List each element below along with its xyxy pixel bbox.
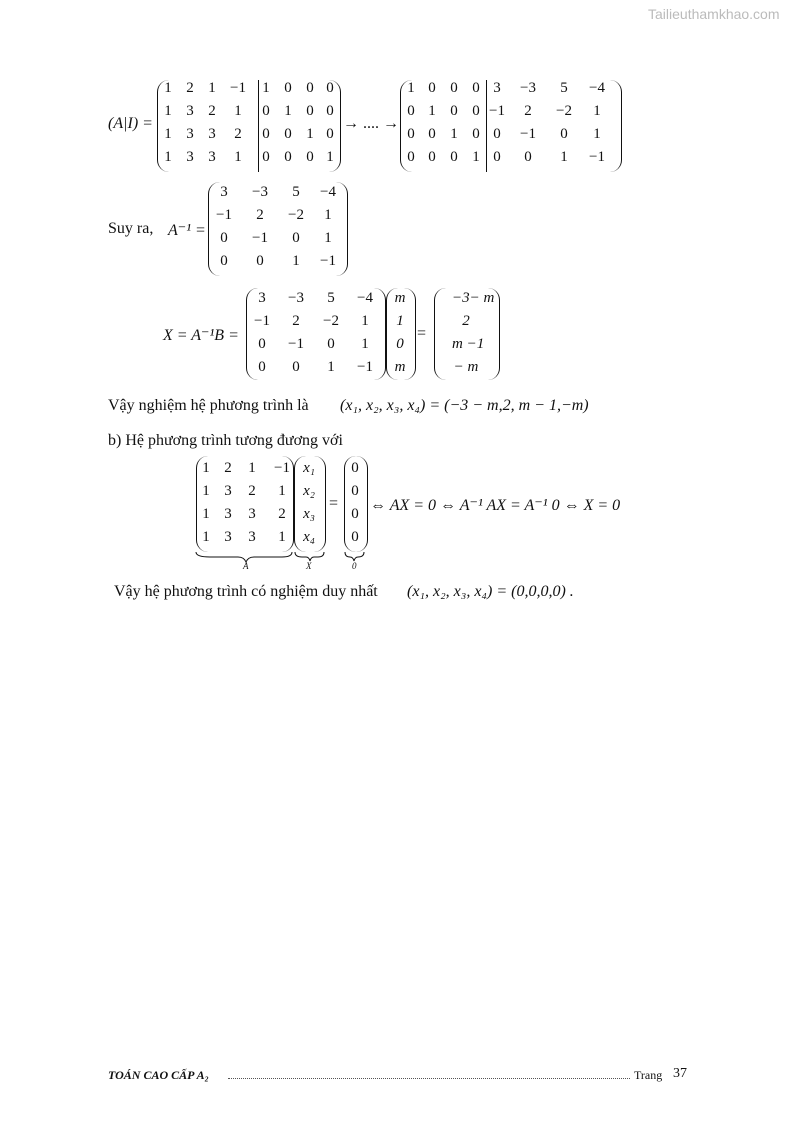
matrix-cell: −1 — [489, 103, 505, 119]
matrix-cell: 1 — [326, 149, 334, 165]
matrix-cell: 1 — [593, 126, 601, 142]
matrix-cell: 2 — [278, 506, 286, 522]
matrix-cell: 0 — [292, 359, 300, 375]
matrix-cell: 0 — [351, 483, 359, 499]
matrix-cell: 0 — [493, 149, 501, 165]
matrix-cell: 5 — [560, 80, 568, 96]
matrix-cell: 0 — [560, 126, 568, 142]
matrix-cell: 0 — [220, 253, 228, 269]
matrix-cell: 3 — [208, 149, 216, 165]
matrix-cell: 2 — [292, 313, 300, 329]
matrix-cell: −2 — [323, 313, 339, 329]
matrix-cell: x₁ — [303, 460, 315, 476]
matrix-cell: 1 — [407, 80, 415, 96]
matrix-cell: 1 — [361, 336, 369, 352]
underbrace-label-X: X — [306, 561, 312, 571]
inverse-intro: Suy ra, — [108, 220, 154, 237]
matrix-cell: −1 — [254, 313, 270, 329]
matrix-cell: 0 — [472, 80, 480, 96]
matrix-cell: 1 — [450, 126, 458, 142]
matrix-cell: 0 — [326, 80, 334, 96]
matrix-cell: −2 — [556, 103, 572, 119]
matrix-cell: m — [394, 359, 406, 375]
matrix-cell: 2 — [234, 126, 242, 142]
matrix-cell: 1 — [306, 126, 314, 142]
matrix-cell: 2 — [462, 313, 470, 329]
underbrace-X — [295, 552, 324, 561]
conclusion-a-formula: (x₁, x₂, x₃, x₄) = (−3 − m,2, m − 1,−m) — [340, 397, 589, 414]
matrix-cell: −3− m — [452, 290, 495, 306]
matrix-cell: 0 — [407, 103, 415, 119]
underbrace-label-0: 0 — [352, 561, 357, 571]
matrix-cell: 1 — [361, 313, 369, 329]
footer-page-number: 37 — [673, 1066, 687, 1081]
matrix-cell: 0 — [262, 149, 270, 165]
matrix-cell: −1 — [216, 207, 232, 223]
matrix-cell: −1 — [252, 230, 268, 246]
matrix-cell: −1 — [230, 80, 246, 96]
conclusion-b-formula: (x₁, x₂, x₃, x₄) = (0,0,0,0) . — [407, 583, 574, 600]
matrix-cell: 0 — [306, 149, 314, 165]
matrix-cell: 2 — [224, 460, 232, 476]
matrix-cell: 2 — [248, 483, 256, 499]
matrix-cell: 0 — [306, 80, 314, 96]
matrix-cell: 1 — [202, 483, 210, 499]
matrix-cell: 1 — [278, 483, 286, 499]
matrix-cell: 2 — [524, 103, 532, 119]
matrix-cell: −4 — [589, 80, 605, 96]
matrix-cell: 0 — [258, 336, 266, 352]
matrix-cell: 1 — [164, 149, 172, 165]
matrix-cell: −1 — [320, 253, 336, 269]
matrix-cell: x₂ — [303, 483, 315, 499]
matrix-cell: −1 — [357, 359, 373, 375]
matrix-cell: 3 — [208, 126, 216, 142]
augmented-lhs-label: (A|I) = — [108, 115, 153, 132]
underbrace-0 — [345, 552, 364, 561]
matrix-cell: 1 — [560, 149, 568, 165]
matrix-cell: −1 — [288, 336, 304, 352]
solution-equals: = — [417, 325, 427, 342]
augmented-arrow: → .... → — [343, 115, 399, 132]
matrix-cell: 0 — [284, 149, 292, 165]
matrix-cell: 2 — [208, 103, 216, 119]
matrix-cell: 1 — [262, 80, 270, 96]
matrix-cell: 0 — [493, 126, 501, 142]
matrix-cell: 1 — [234, 149, 242, 165]
matrix-cell: 3 — [493, 80, 501, 96]
matrix-cell: 1 — [324, 207, 332, 223]
matrix-cell: 0 — [262, 126, 270, 142]
matrix-cell: 1 — [208, 80, 216, 96]
matrix-cell: 5 — [292, 184, 300, 200]
matrix-cell: 1 — [292, 253, 300, 269]
matrix-cell: −1 — [520, 126, 536, 142]
matrix-cell: 0 — [258, 359, 266, 375]
matrix-cell: −1 — [589, 149, 605, 165]
matrix-cell: 1 — [202, 506, 210, 522]
matrix-cell: 0 — [407, 126, 415, 142]
matrix-cell: 0 — [284, 80, 292, 96]
matrix-cell: m — [394, 290, 406, 306]
matrix-cell: 1 — [164, 80, 172, 96]
matrix-cell: 0 — [428, 80, 436, 96]
matrix-cell: m −1 — [452, 336, 485, 352]
matrix-cell: 0 — [450, 80, 458, 96]
underbrace-label-A: A — [243, 561, 249, 571]
matrix-cell: 2 — [256, 207, 264, 223]
matrix-cell: 0 — [450, 103, 458, 119]
matrix-cell: 0 — [428, 149, 436, 165]
matrix-cell: 0 — [284, 126, 292, 142]
matrix-cell: 0 — [472, 103, 480, 119]
matrix-cell: 0 — [256, 253, 264, 269]
solution-lhs: X = A⁻¹B = — [163, 327, 239, 344]
matrix-cell: 3 — [224, 483, 232, 499]
matrix-cell: 0 — [428, 126, 436, 142]
matrix-cell: 0 — [306, 103, 314, 119]
matrix-cell: 1 — [248, 460, 256, 476]
matrix-cell: 0 — [396, 336, 404, 352]
matrix-cell: 1 — [593, 103, 601, 119]
matrix-cell: 3 — [224, 529, 232, 545]
matrix-cell: 1 — [396, 313, 404, 329]
matrix-cell: 0 — [220, 230, 228, 246]
footer-page-label: Trang — [634, 1068, 663, 1082]
matrix-cell: 1 — [428, 103, 436, 119]
matrix-cell: 1 — [278, 529, 286, 545]
matrix-cell: 3 — [186, 149, 194, 165]
matrix-cell: 3 — [248, 506, 256, 522]
matrix-cell: −3 — [520, 80, 536, 96]
inverse-lhs: A⁻¹ = — [168, 222, 206, 239]
matrix-cell: 0 — [407, 149, 415, 165]
matrix-cell: 0 — [326, 103, 334, 119]
matrix-cell: − m — [453, 359, 479, 375]
matrix-cell: −2 — [288, 207, 304, 223]
part-b-equals: = — [329, 495, 339, 512]
matrix-cell: 1 — [164, 103, 172, 119]
matrix-cell: 3 — [220, 184, 228, 200]
matrix-cell: x₄ — [303, 529, 315, 545]
matrix-cell: −4 — [320, 184, 336, 200]
footer-dotted-leader — [228, 1078, 630, 1079]
matrix-cell: 1 — [324, 230, 332, 246]
matrix-cell: 1 — [164, 126, 172, 142]
matrix-cell: 0 — [292, 230, 300, 246]
matrix-cell: 1 — [284, 103, 292, 119]
matrix-cell: 1 — [472, 149, 480, 165]
matrix-cell: 2 — [186, 80, 194, 96]
matrix-cell: 1 — [202, 529, 210, 545]
matrix-cell: 0 — [327, 336, 335, 352]
matrix-cell: 0 — [472, 126, 480, 142]
matrix-cell: 0 — [450, 149, 458, 165]
matrix-cell: 3 — [248, 529, 256, 545]
matrix-cell: 3 — [186, 126, 194, 142]
matrix-cell: 3 — [186, 103, 194, 119]
matrix-cell: 5 — [327, 290, 335, 306]
matrix-cell: −4 — [357, 290, 373, 306]
matrix-cell: 1 — [327, 359, 335, 375]
conclusion-a-text: Vậy nghiệm hệ phương trình là — [108, 397, 309, 414]
matrix-cell: −1 — [274, 460, 290, 476]
matrix-cell: 1 — [234, 103, 242, 119]
footer-title: TOÁN CAO CẤP A₂ — [108, 1068, 209, 1082]
matrix-cell: −3 — [252, 184, 268, 200]
matrix-cell: 0 — [524, 149, 532, 165]
matrix-cell: x₃ — [303, 506, 315, 522]
matrix-cell: 0 — [351, 529, 359, 545]
part-b-chain: ⇔ AX = 0 ⇔ A⁻¹ AX = A⁻¹ 0 ⇔ X = 0 — [370, 497, 621, 514]
matrix-cell: 1 — [202, 460, 210, 476]
matrix-cell: 0 — [351, 506, 359, 522]
matrix-cell: 0 — [351, 460, 359, 476]
conclusion-b-text: Vậy hệ phương trình có nghiệm duy nhất — [114, 583, 378, 600]
matrix-cell: 0 — [262, 103, 270, 119]
matrix-cell: 3 — [224, 506, 232, 522]
matrix-cell: 0 — [326, 126, 334, 142]
matrix-cell: −3 — [288, 290, 304, 306]
watermark: Tailieuthamkhao.com — [648, 6, 780, 22]
part-b-intro: b) Hệ phương trình tương đương với — [108, 432, 343, 449]
matrix-cell: 3 — [258, 290, 266, 306]
